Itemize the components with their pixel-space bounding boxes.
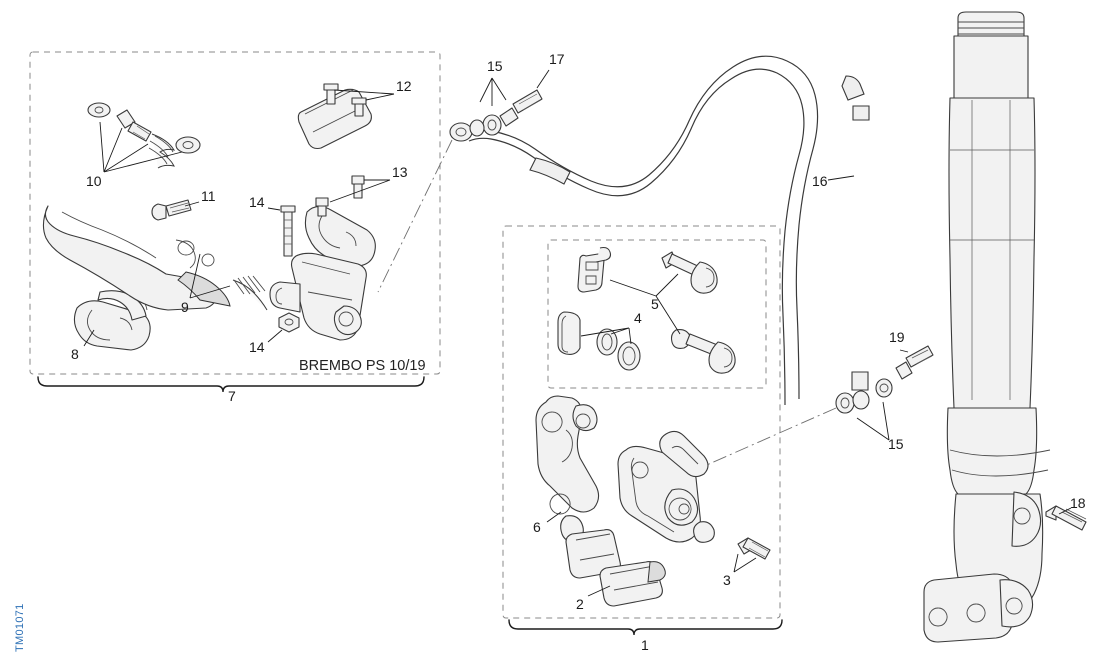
brake-hose-16 (469, 56, 869, 405)
callout-17: 17 (549, 51, 565, 67)
callout-7: 7 (228, 388, 236, 404)
callout-15-top: 15 (487, 58, 503, 74)
callout-19: 19 (889, 329, 905, 345)
callout-14-upper: 14 (249, 194, 265, 210)
part-14-upper-bolt (281, 206, 295, 256)
callout-4: 4 (634, 310, 642, 326)
leader-19 (900, 350, 908, 352)
front-fork-leg (924, 12, 1050, 642)
leader-14-upper (268, 208, 280, 210)
part-14-lower-nut (279, 313, 299, 332)
callout-16: 16 (812, 173, 828, 189)
callout-3: 3 (723, 572, 731, 588)
chain-line-hose-master (378, 140, 452, 292)
group-1-brace (509, 620, 782, 635)
leader-16 (828, 176, 854, 180)
leader-5 (610, 274, 680, 334)
leader-6 (547, 512, 561, 522)
callout-13: 13 (392, 164, 408, 180)
part-4-piston-seals (558, 312, 640, 370)
callout-18: 18 (1070, 495, 1086, 511)
part-12-reservoir-cap (298, 84, 371, 149)
callout-12: 12 (396, 78, 412, 94)
part-3-caliper-bolt (738, 538, 770, 559)
part-9-return-spring (233, 276, 267, 310)
banjo-fitting-top (450, 90, 542, 141)
leader-14-lower (268, 330, 282, 342)
caliper-body (618, 431, 714, 542)
leader-3 (734, 554, 756, 572)
chain-line-hose-caliper (700, 408, 836, 468)
callout-2: 2 (576, 596, 584, 612)
banjo-fitting-bottom (836, 346, 933, 413)
part-6-caliper-bracket (536, 396, 599, 541)
part-10-pivot-hardware (88, 103, 200, 168)
callout-1: 1 (641, 637, 649, 653)
callout-5: 5 (651, 296, 659, 312)
callout-8: 8 (71, 346, 79, 362)
callout-14-lower: 14 (249, 339, 265, 355)
part-11-adjuster-screw (152, 200, 191, 220)
callout-11: 11 (201, 188, 216, 204)
leader-17 (537, 70, 549, 88)
callout-9: 9 (181, 299, 189, 315)
drawing-code: TM01071 (14, 603, 26, 652)
callout-6: 6 (533, 519, 541, 535)
brand-label: BREMBO PS 10/19 (299, 358, 426, 374)
leader-15-top (480, 78, 506, 106)
callout-10: 10 (86, 173, 102, 189)
part-2-brake-pads (566, 530, 665, 606)
callout-15-bottom: 15 (888, 436, 904, 452)
